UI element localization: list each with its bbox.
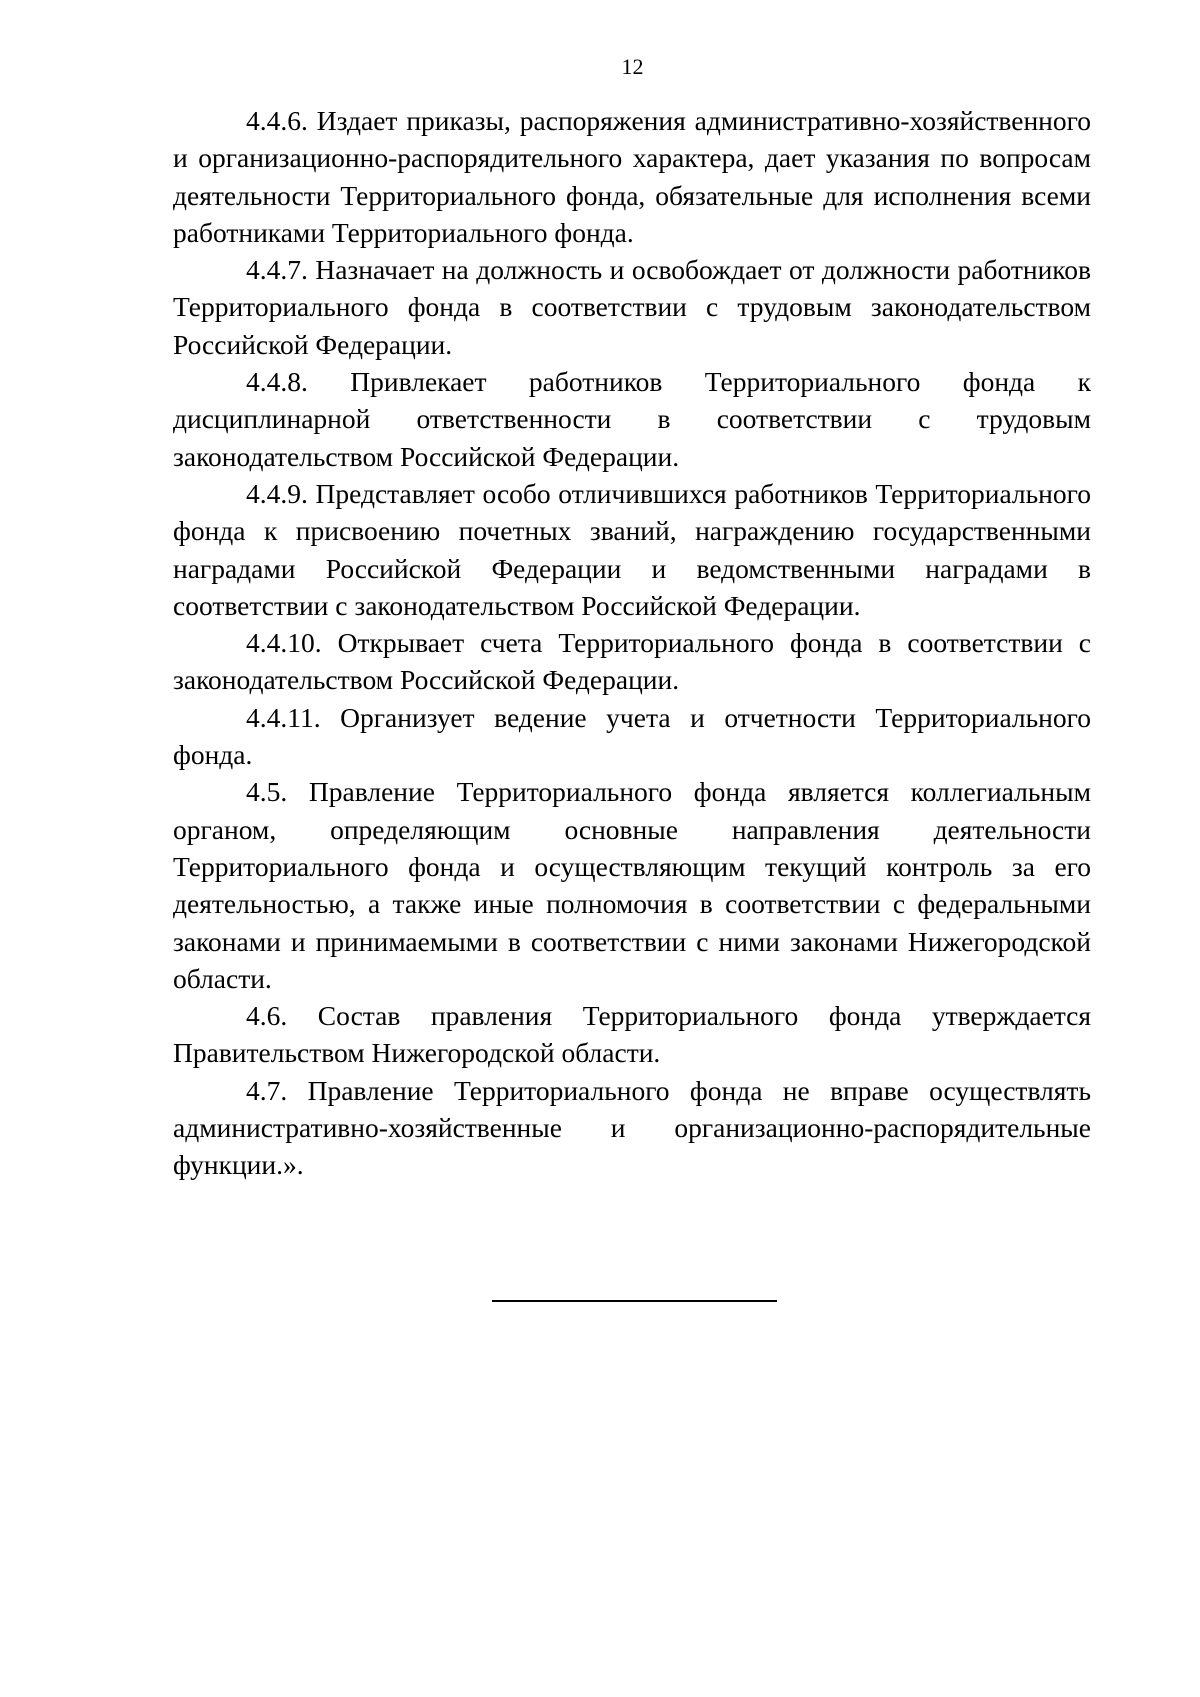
document-body [173,102,1091,1184]
paragraph-4-4-9: 4.4.9. Представляет особо отличившихся работников Территориального фонда к присвоению почетных званий, награждению государственными наградами Российской Федерации и ведомственными наградами в соответствии с законодательством Российской Федерации. [173,477,1091,621]
paragraph-4-4-7: 4.4.7. Назначает на должность и освобождает от должности работников Территориального фонда в соответствии с трудовым законодательством Российской Федерации. [173,254,1091,360]
end-of-document-rule [492,1300,777,1302]
paragraph-4-4-6: 4.4.6. Издает приказы, распоряжения административно-хозяйственного и организационно-распорядительного характера, дает указания по вопросам деятельности Территориального фонда, обязательные для исполнения всеми работниками Территориального фонда. [173,105,1091,248]
page-number: 12 [621,54,644,79]
paragraph-4-5: 4.5. Правление Территориального фонда является коллегиальным органом, определяющим основные направления деятельности Территориального фонда и осуществляющим текущий контроль за его деятельностью, а также иные полномочия в соответствии с федеральными законами и принимаемыми в соответствии с ними законами Нижегородской области. [173,776,1091,994]
paragraph-4-7: 4.7. Правление Территориального фонда не вправе осуществлять административно-хозяйственные и организационно-распорядительные функции.». [173,1074,1091,1181]
paragraph-4-6: 4.6. Состав правления Территориального фонда утверждается Правительством Нижегородской области. [173,1000,1091,1069]
paragraph-4-4-11: 4.4.11. Организует ведение учета и отчетности Территориального фонда. [173,701,1091,771]
paragraph-4-4-8: 4.4.8. Привлекает работников Территориального фонда к дисциплинарной ответственности в соответствии с трудовым законодательством Российской Федерации. [173,366,1091,472]
paragraph-4-4-10: 4.4.10. Открывает счета Территориального фонда в соответствии с законодательством Российской Федерации. [173,627,1091,696]
